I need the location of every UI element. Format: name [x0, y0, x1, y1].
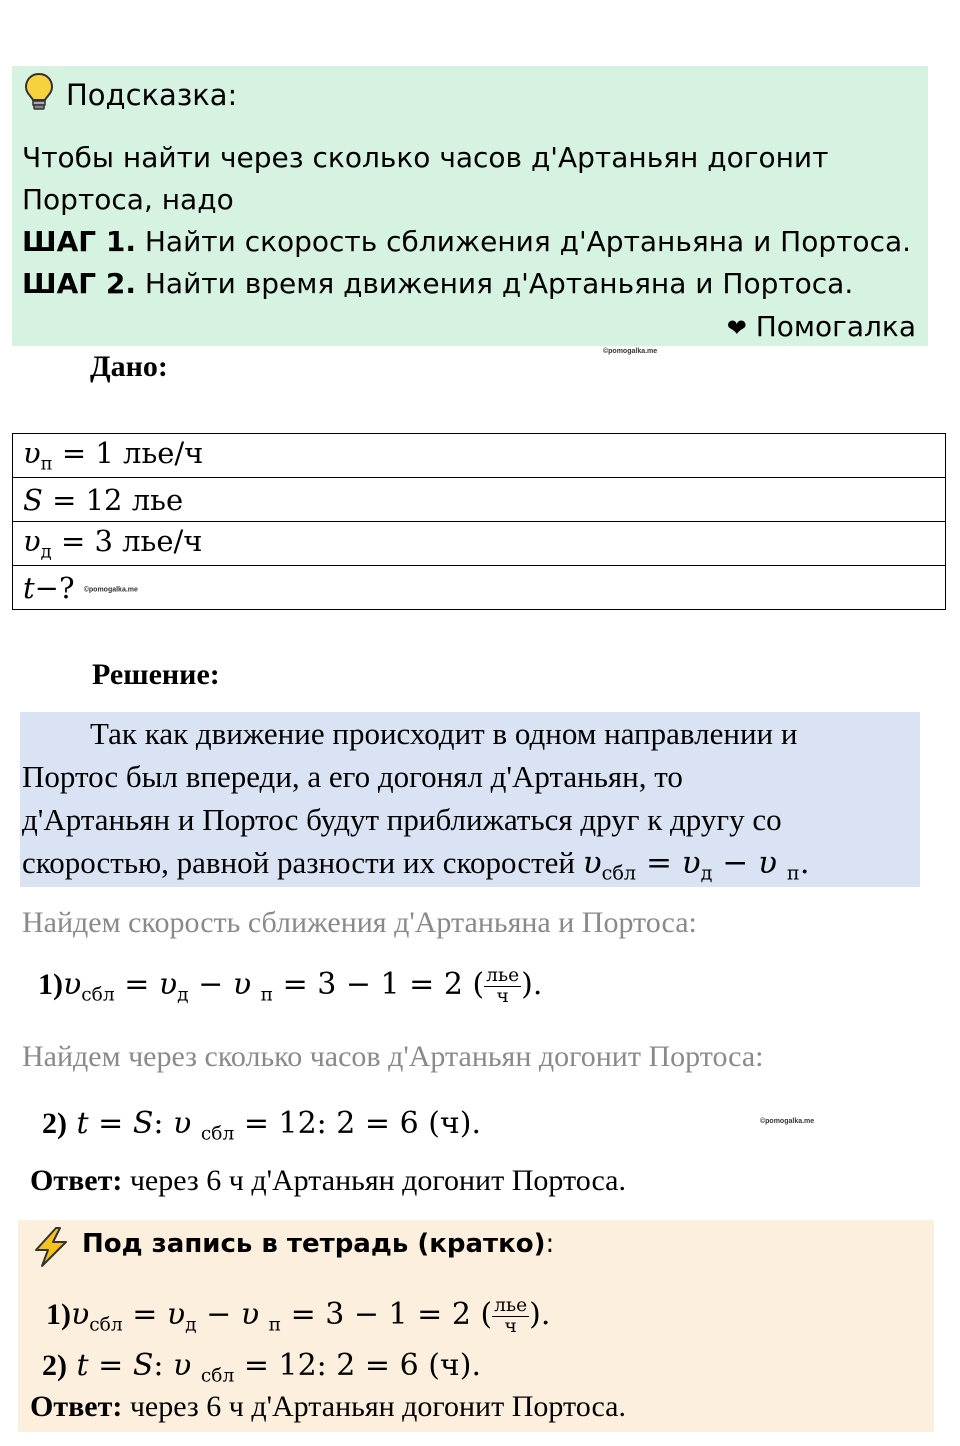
calculation-1: $1)\upsilon_{сбл} = \upsilon_д - \upsilon$ $_п$ = 3 − 1 = 2 ( $\frac{\text{лье}}{ч}$ ). [38, 965, 543, 1007]
given-cell: S = 12 лье [13, 478, 946, 522]
step-description: Найдем через сколько часов д'Артаньян догонит Портоса: [22, 1040, 764, 1073]
step-description: Найдем скорость сближения д'Артаньяна и Портоса: [22, 906, 697, 939]
lightbulb-icon [24, 72, 54, 112]
hint-text-line: Портоса, надо [22, 183, 234, 216]
answer-text: через 6 ч д'Артаньян догонит Портоса. [129, 1390, 626, 1423]
answer-label: Ответ: [30, 1390, 123, 1423]
watermark: ©pomogalka.me [760, 1118, 815, 1125]
relative-speed-formula: $\upsilon_{сбл} = \upsilon_д - \upsilon$ $_п$. [582, 845, 810, 885]
calc-value: = 12: 2 = 6 (ч). [243, 1348, 481, 1383]
given-value: −? [34, 570, 75, 605]
step-number: 1) [46, 1298, 71, 1332]
calculation-2: 2) t = S: υ $_{сбл}$ = 12: 2 = 6 (ч). [42, 1106, 481, 1145]
answer-label: Ответ: [30, 1164, 123, 1197]
lightning-icon [30, 1226, 72, 1268]
calc-value: = 3 − 1 = 2 ( [282, 967, 485, 1003]
fraction-numerator: лье [494, 1295, 528, 1316]
watermark: ©pomogalka.me [603, 348, 658, 355]
hint-title: Подсказка: [66, 78, 238, 112]
answer-line [30, 1164, 626, 1198]
table-row [13, 434, 946, 478]
step-label: ШАГ 2. [22, 267, 136, 300]
fraction-denominator: ч [504, 1315, 517, 1337]
step-text: Найти скорость сближения д'Артаньяна и Портоса. [144, 225, 912, 258]
given-value: = 3 лье/ч [60, 524, 203, 559]
calc-value: = 12: 2 = 6 (ч). [243, 1106, 481, 1141]
given-cell: $\upsilon_п = 1$ лье/ч [13, 434, 946, 478]
explanation-line: Так как движение происходит в одном направлении и [90, 716, 798, 751]
step-number: 1) [38, 968, 63, 1002]
given-value: = 1 лье/ч [61, 436, 204, 471]
table-row [13, 478, 946, 522]
given-cell: t−? ©pomogalka.me [13, 566, 946, 610]
notebook-answer-line [30, 1390, 626, 1424]
table-row [13, 566, 946, 610]
heart-icon: ❤ [726, 314, 747, 342]
brand-name: Помогалка [755, 310, 916, 343]
notebook-title-text: Под запись в тетрадь (кратко) [82, 1229, 546, 1259]
explanation-line [22, 845, 810, 885]
notebook-title: Под запись в тетрадь (кратко): [82, 1229, 555, 1259]
calc-value: = 3 − 1 = 2 ( [290, 1297, 493, 1333]
given-cell: $\upsilon_д = 3$ лье/ч [13, 522, 946, 566]
fraction-denominator: ч [496, 985, 509, 1007]
hint-text-line: Чтобы найти через сколько часов д'Артаньян догонит [22, 141, 829, 174]
explanation-line: Портос был впереди, а его догонял д'Артаньян, то [22, 759, 683, 794]
unit-fraction [492, 1296, 529, 1336]
hint-step-2 [22, 267, 853, 300]
step-number: 2) [42, 1349, 67, 1382]
notebook-calculation-1: $1)\upsilon_{сбл} = \upsilon_д - \upsilon$ $_п$ = 3 − 1 = 2 ( $\frac{\text{лье}}{ч}$ ). [46, 1295, 551, 1337]
given-title: Дано: [90, 350, 168, 383]
watermark: ©pomogalka.me [83, 586, 138, 593]
explanation-text: скоростью, равной разности их скоростей [22, 845, 575, 880]
table-row [13, 522, 946, 566]
explanation-line: д'Артаньян и Портос будут приближаться друг к другу со [22, 802, 782, 837]
fraction-numerator: лье [486, 965, 520, 986]
given-value: = 12 лье [52, 482, 184, 517]
unit-fraction [484, 966, 521, 1006]
solution-title: Решение: [92, 658, 220, 691]
notebook-calculation-2: 2) t = S: υ $_{сбл}$ = 12: 2 = 6 (ч). [42, 1348, 481, 1387]
step-label: ШАГ 1. [22, 225, 136, 258]
answer-text: через 6 ч д'Артаньян догонит Портоса. [129, 1164, 626, 1197]
hint-step-1 [22, 225, 911, 258]
given-table [12, 433, 946, 610]
step-text: Найти время движения д'Артаньяна и Портоса. [144, 267, 854, 300]
brand-label [727, 310, 916, 343]
step-number: 2) [42, 1107, 67, 1140]
